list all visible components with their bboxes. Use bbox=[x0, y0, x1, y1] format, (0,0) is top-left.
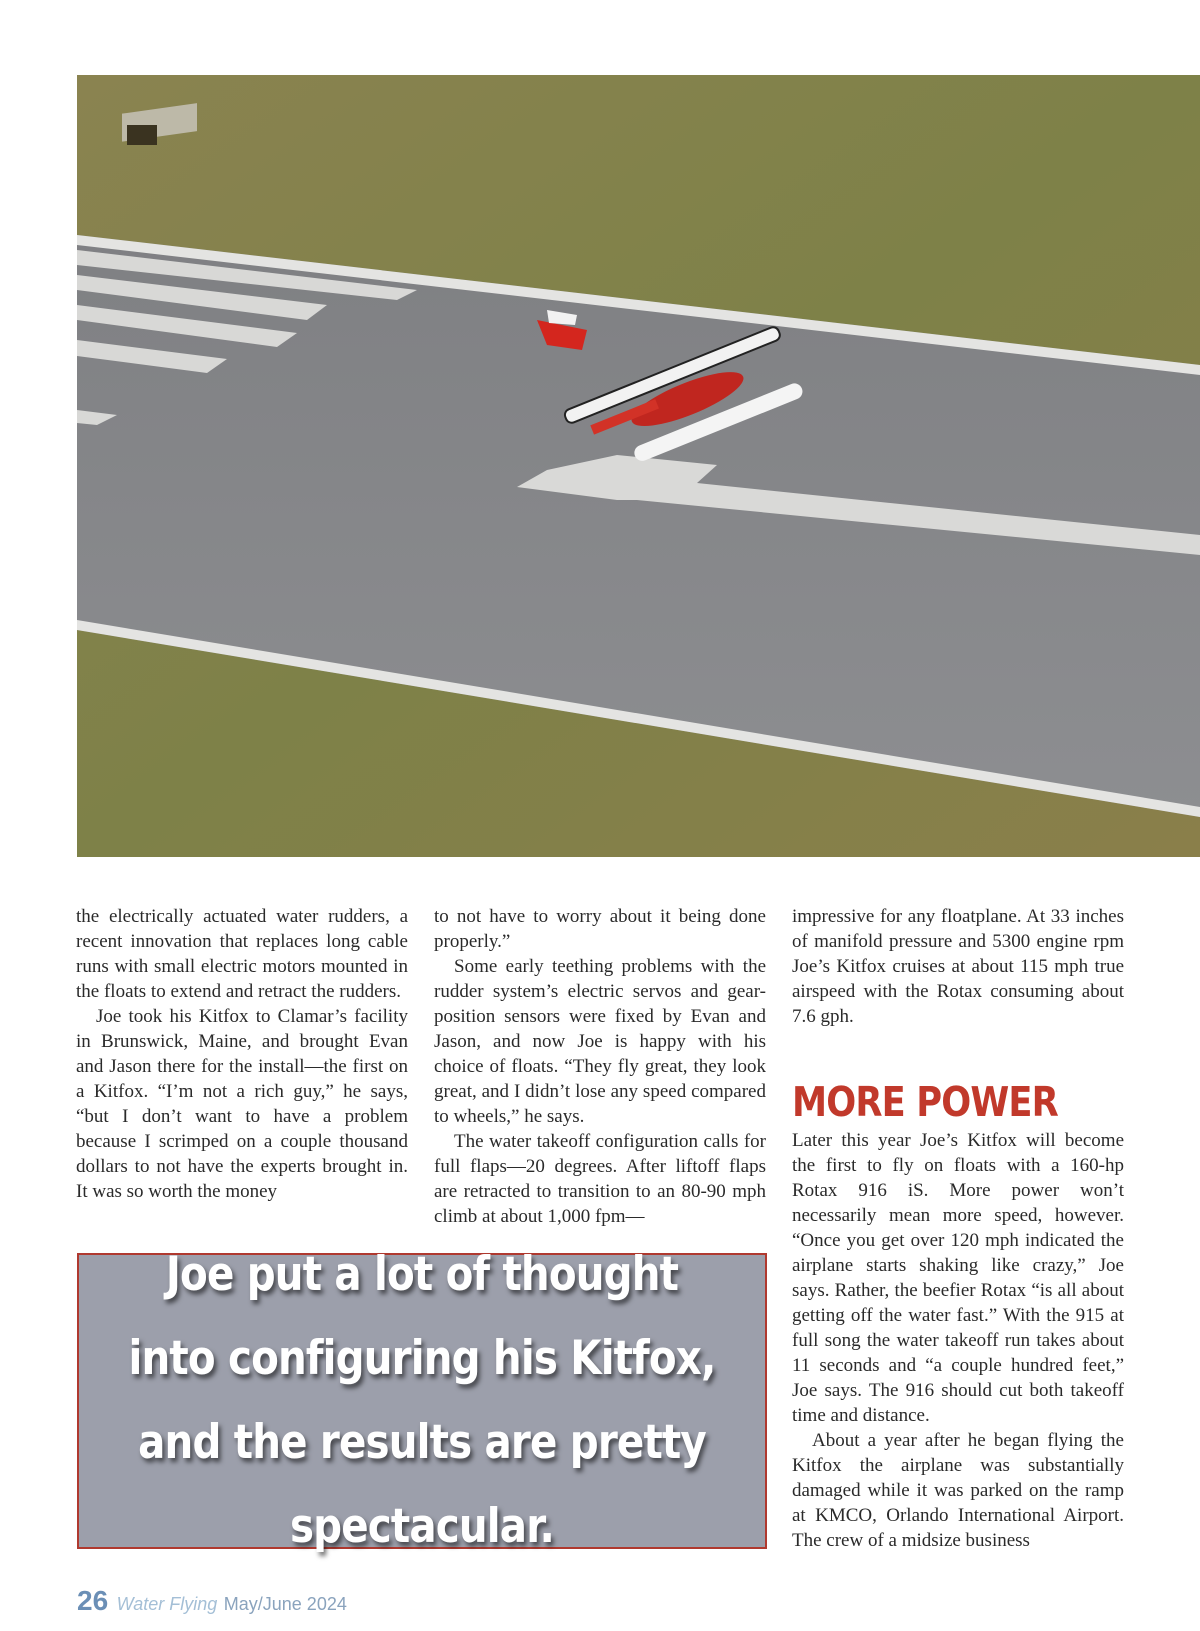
pull-quote-text: Joe put a lot of thought into configuring his Kitfox, and the results are pretty spectacular. bbox=[128, 1247, 716, 1554]
paragraph: impressive for any floatplane. At 33 inches of manifold pressure and 5300 engine rpm Joe’s Kitfox cruises at about 115 mph true airspeed with the Rotax consuming about 7.6 gph. bbox=[792, 906, 1124, 1027]
text-column-2 bbox=[434, 904, 766, 1229]
paragraph: Later this year Joe’s Kitfox will become the first to fly on floats with a 160-hp Rotax 916 iS. More power won’t necessarily mean more speed, however. “Once you get over 120 mph indicated the airplane starts shaking like crazy,” Joe says. Rather, the beefier Rotax “is all about getting off the water fast.” With the 915 at full song the water takeoff run takes about 11 seconds and “a couple hundred feet,” Joe says. The 916 should cut both takeoff time and distance. bbox=[792, 1130, 1124, 1426]
paragraph: Some early teething problems with the rudder system’s electric servos and gear-position sensors were fixed by Evan and Jason, and now Joe is happy with his choice of floats. “They fly great, they look great, and I didn’t lose any speed compared to wheels,” he says. bbox=[434, 956, 766, 1127]
issue-date: May/June 2024 bbox=[223, 1594, 347, 1614]
page-footer bbox=[77, 1585, 347, 1617]
paragraph: About a year after he began flying the Kitfox the airplane was substantially damaged while it was parked on the ramp at KMCO, Orlando International Airport. The crew of a midsize business bbox=[792, 1430, 1124, 1551]
paragraph: Joe took his Kitfox to Clamar’s facility in Brunswick, Maine, and brought Evan and Jason there for the install—the first on a Kitfox. “I’m not a rich guy,” he says, “but I don’t want to have a problem because I scrimped on a couple thousand dollars to not have the experts brought in. It was so worth the money bbox=[76, 1006, 408, 1202]
paragraph: to not have to worry about it being done properly.” bbox=[434, 906, 766, 952]
magazine-title: Water Flying bbox=[116, 1594, 218, 1614]
page-number: 26 bbox=[77, 1585, 109, 1616]
seaplane-photo bbox=[77, 75, 1200, 857]
section-heading: MORE POWER bbox=[792, 1078, 1058, 1126]
paragraph: The water takeoff configuration calls for full flaps—20 degrees. After liftoff flaps are retracted to transition to an 80-90 mph climb at about 1,000 fpm— bbox=[434, 1131, 766, 1227]
pull-quote-box bbox=[77, 1247, 767, 1554]
paragraph: the electrically actuated water rudders, a recent innovation that replaces long cable runs with small electric motors mounted in the floats to extend and retract the rudders. bbox=[76, 906, 408, 1002]
text-column-3 bbox=[792, 904, 1124, 1553]
text-column-1 bbox=[76, 904, 408, 1204]
